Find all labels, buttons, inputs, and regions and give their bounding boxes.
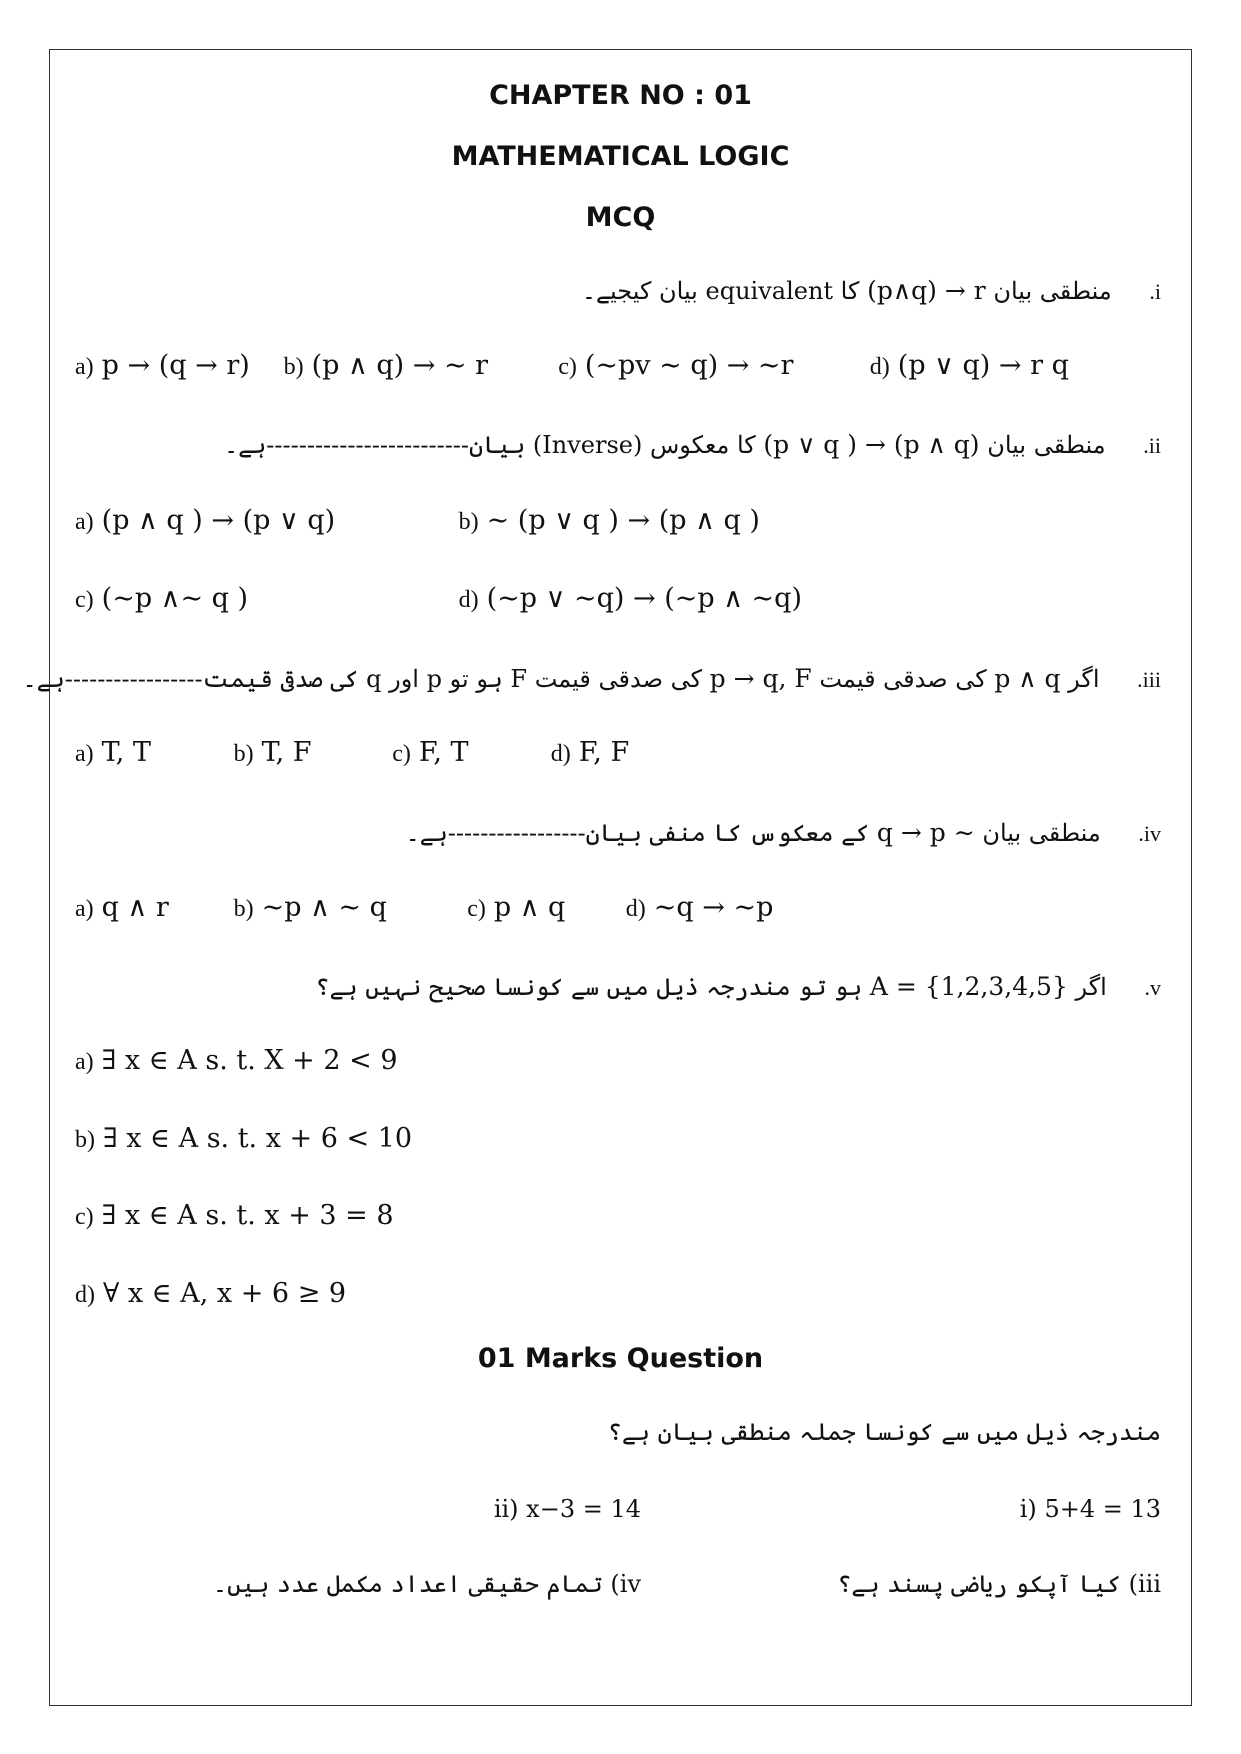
question-expression: p → q, F [709, 664, 812, 693]
option-b: b) ∼ (p ∨ q ) → (p ∧ q ) [458, 505, 760, 536]
question-text: ہو تو مندرجہ ذیل میں سے کونسا صحیح نہیں ہے؟ [315, 973, 863, 1001]
option-b: b) ∼p ∧ ∼ q [233, 892, 387, 923]
option-d: d) (∼p ∨ ∼q) → (∼p ∧ ∼q) [458, 583, 802, 614]
option-b: b) (p ∧ q) → ∼ r [283, 350, 489, 381]
question-text: اگر [1075, 973, 1107, 1001]
options-row-2b [75, 583, 802, 614]
subject-heading: MATHEMATICAL LOGIC [451, 141, 790, 172]
option-a: a) T, T [75, 737, 151, 768]
option-b: b) T, F [233, 737, 312, 768]
option-d: d) (p ∨ q) → r q [869, 350, 1069, 381]
question-number: iii. [1137, 667, 1161, 692]
question-text: کے معکوس کا منفی بیان-----------------ہے۔ [405, 819, 870, 847]
chapter-heading: CHAPTER NO : 01 [489, 80, 752, 111]
question-text: کی صدقی قیمت F ہو تو p اور q کی صدقی قیمت-----------------ہے۔ [22, 665, 703, 693]
question-expression: p ∧ q [994, 664, 1061, 693]
options-row-2a [75, 505, 760, 536]
option-c: c) (∼p ∧∼ q ) [75, 583, 249, 614]
option-d: d) ∀ x ∈ A, x + 6 ≥ 9 [75, 1278, 347, 1309]
option-c: c) p ∧ q [467, 892, 566, 923]
question-text: منطقی بیان [987, 431, 1106, 459]
question-5 [315, 972, 1161, 1001]
option-a: a) (p ∧ q ) → (p ∨ q) [75, 505, 336, 536]
question-number: v. [1144, 975, 1161, 1000]
marks-question-text: مندرجہ ذیل میں سے کونسا جملہ منطقی بیان ہے؟ [607, 1418, 1161, 1446]
question-expression: q → p ∼ [876, 818, 975, 847]
option-c: c) F, T [392, 737, 469, 768]
question-text: کا equivalent بیان کیجیے۔ [581, 277, 860, 305]
options-row-1 [75, 350, 1069, 381]
question-text: منطقی بیان [982, 819, 1101, 847]
question-number: i. [1149, 279, 1161, 304]
option-a: a) q ∧ r [75, 892, 169, 923]
option-a: a) p → (q → r) [75, 350, 250, 381]
option-c: c) (∼pv ∼ q) → ∼r [558, 350, 794, 381]
question-text: کی صدقی قیمت [819, 665, 987, 693]
options-row-3 [75, 737, 629, 768]
option-c: c) ∃ x ∈ A s. t. x + 3 = 8 [75, 1200, 394, 1231]
marks-heading: 01 Marks Question [477, 1343, 764, 1374]
question-2 [224, 430, 1161, 459]
question-text: منطقی بیان [993, 277, 1112, 305]
question-expression: A = {1,2,3,4,5} [869, 972, 1068, 1001]
mcq-heading: MCQ [585, 202, 656, 233]
question-text: اگر [1068, 665, 1100, 693]
option-d: d) F, F [550, 737, 630, 768]
option-b: b) ∃ x ∈ A s. t. x + 6 < 10 [75, 1123, 413, 1154]
question-expression: (p∧q) → r [867, 276, 986, 305]
question-4 [406, 818, 1161, 847]
options-row-4 [75, 892, 773, 923]
question-number: iv. [1138, 821, 1161, 846]
question-1 [582, 276, 1161, 305]
marks-option-ii: ii) x−3 = 14 [493, 1495, 641, 1523]
marks-option-iv: iv) تمام حقیقی اعداد مکمل عدد ہیں۔ [213, 1570, 641, 1598]
question-number: ii. [1143, 433, 1161, 458]
option-a: a) ∃ x ∈ A s. t. X + 2 < 9 [75, 1045, 398, 1076]
marks-option-iii: iii) کیا آپکو ریاضی پسند ہے؟ [837, 1570, 1161, 1598]
option-d: d) ∼q → ∼p [625, 892, 774, 923]
question-text: کا معکوس (Inverse) بیان-------------------------ہے۔ [224, 431, 756, 459]
question-expression: (p ∨ q ) → (p ∧ q) [763, 430, 980, 459]
marks-option-i: i) 5+4 = 13 [1019, 1495, 1161, 1523]
question-3 [23, 664, 1161, 693]
